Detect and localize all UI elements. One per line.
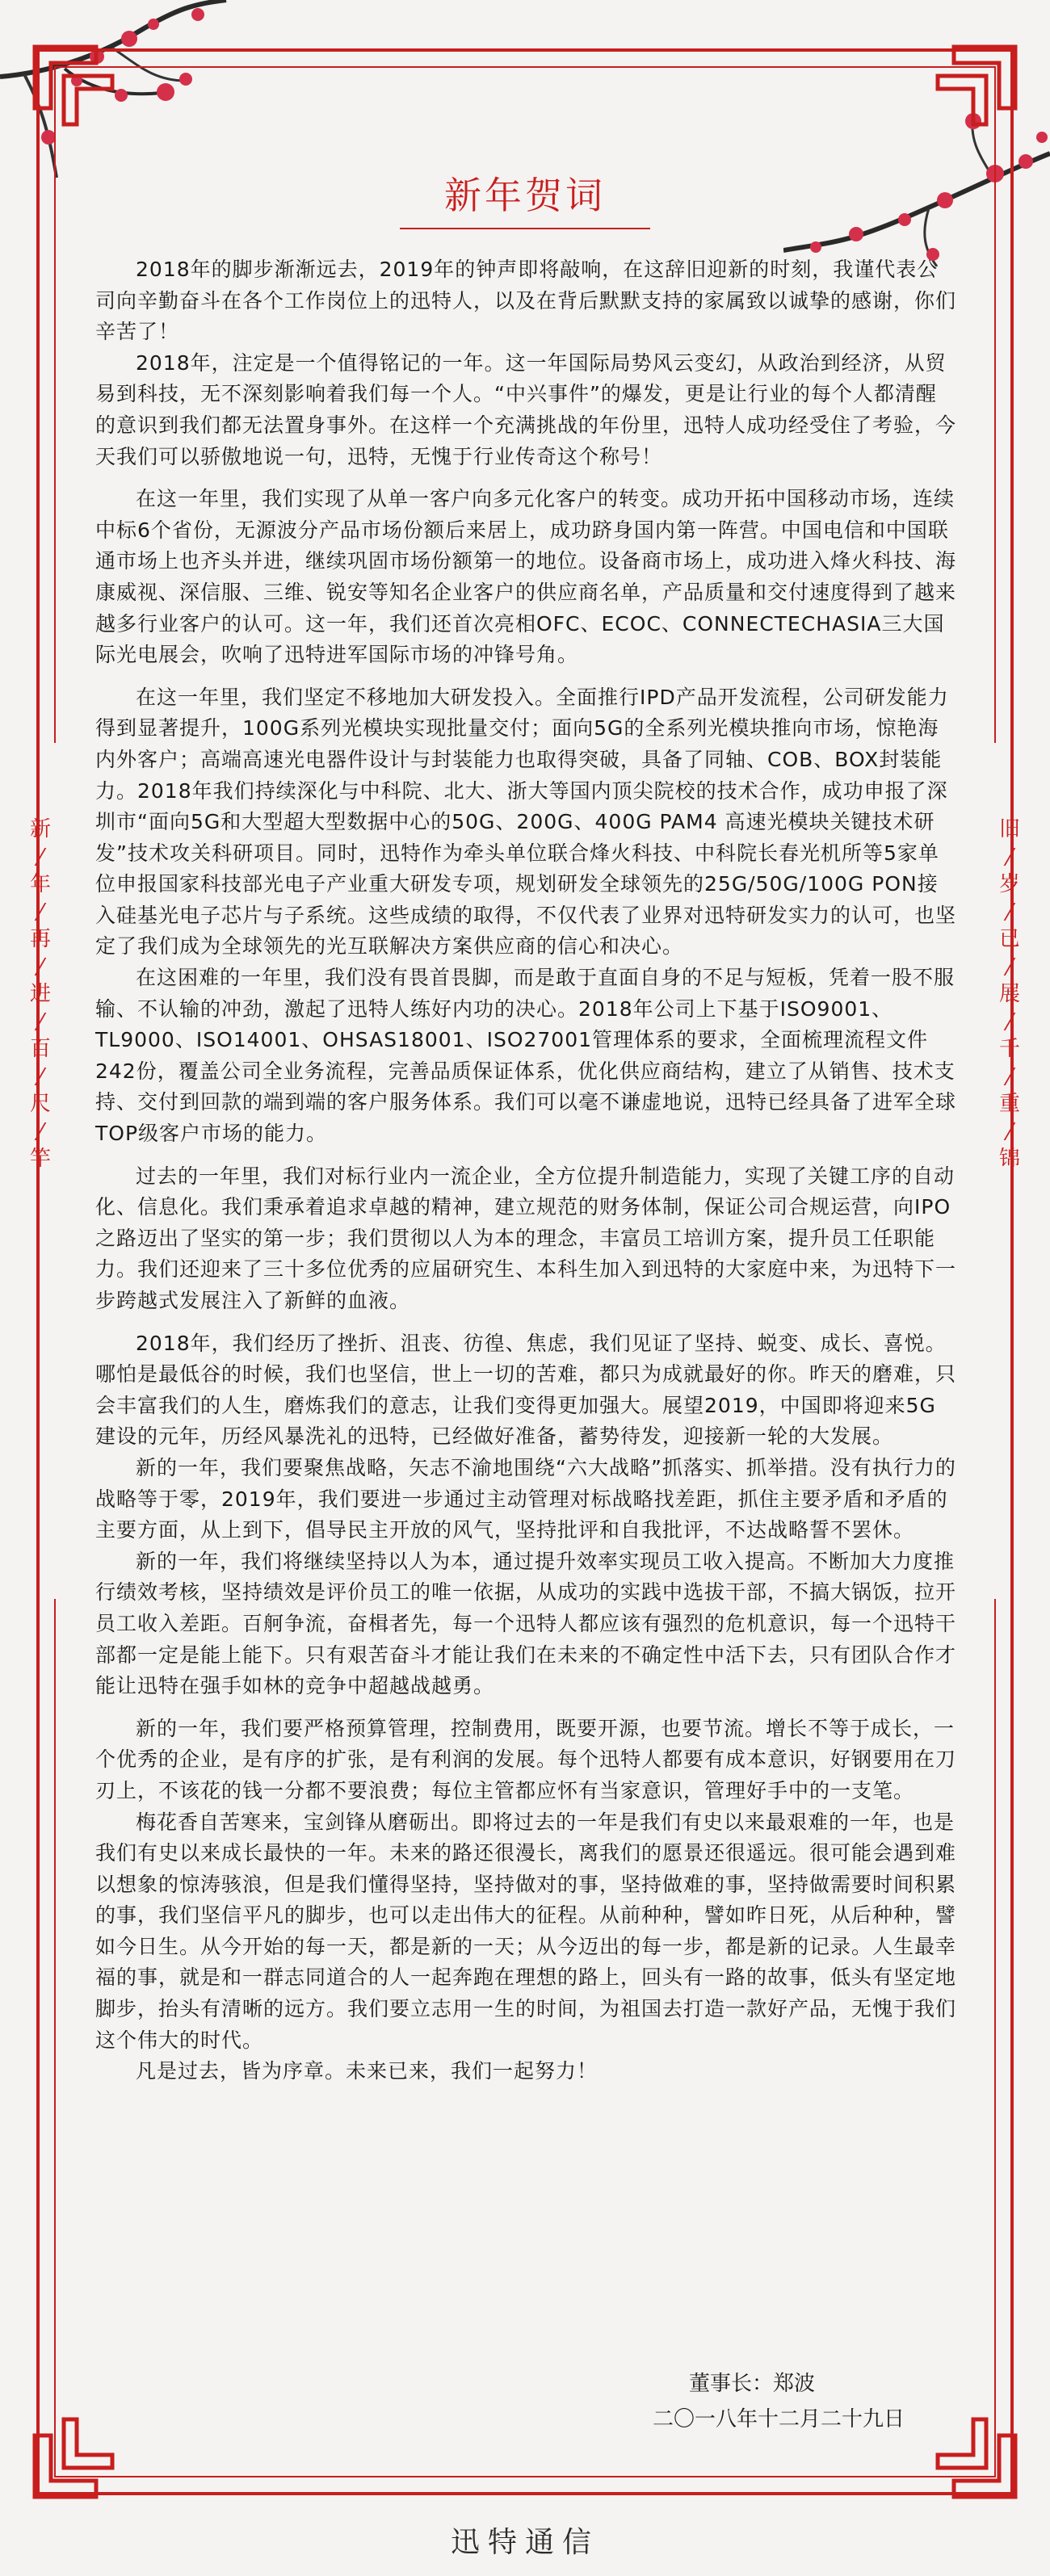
title-underline: [400, 228, 650, 229]
couplet-char-left: 再: [29, 927, 51, 951]
couplet-char-left: 竿: [29, 1147, 51, 1171]
couplet-char-right: 已: [998, 927, 1020, 951]
paragraph: 2018年的脚步渐渐远去，2019年的钟声即将敲响，在这辞旧迎新的时刻，我谨代表公司向辛勤奋斗在各个工作岗位上的迅特人，以及在背后默默支持的家属致以诚挚的感谢，你们辛苦了！: [95, 258, 957, 344]
couplet-separator: [35, 1013, 47, 1030]
signature-block: [653, 2366, 905, 2437]
couplet-char-left: 尺: [29, 1092, 51, 1116]
couplet-left: [24, 816, 57, 1173]
couplet-separator: [35, 848, 47, 866]
couplet-char-right: 锦: [998, 1147, 1020, 1171]
couplet-char-right: 千: [998, 1037, 1020, 1061]
paragraph: 新的一年，我们将继续坚持以人为本，通过提升效率实现员工收入提高。不断加大力度推行绩效考核，坚持绩效是评价员工的唯一依据，从成功的实践中选拔干部，不搞大锅饭，拉开员工收入差距。百舸争流，奋楫者先，每一个迅特人都应该有强烈的危机意识，每一个迅特干部都一定是能上能下。只有艰苦奋斗才能让我们在未来的不确定性中活下去，只有团队合作才能让迅特在强手如林的竞争中超越战越勇。: [95, 1549, 957, 1698]
corner-ornament-top-right: [922, 44, 1018, 141]
corner-ornament-bottom-left: [32, 2403, 128, 2500]
paragraph: 2018年，我们经历了挫折、沮丧、彷徨、焦虑，我们见证了坚持、蜕变、成长、喜悦。哪怕是最低谷的时候，我们也坚信，世上一切的苦难，都只为成就最好的你。昨天的磨难，只会丰富我们的人生，磨炼我们的意志，让我们变得更加强大。展望2019，中国即将迎来5G建设的元年，历经风暴洗礼的迅特，已经做好准备，蓄势待发，迎接新一轮的大发展。: [95, 1331, 957, 1449]
corner-ornament-bottom-right: [922, 2403, 1018, 2500]
couplet-char-right: 重: [998, 1092, 1020, 1116]
couplet-char-right: 展: [998, 982, 1020, 1006]
couplet-char-left: 新: [29, 817, 51, 841]
paragraph: 新的一年，我们要聚焦战略，矢志不渝地围绕“六大战略”抓落实、抓举措。没有执行力的战略等于零，2019年，我们要进一步通过主动管理对标战略找差距，抓住主要矛盾和矛盾的主要方面，从上到下，倡导民主开放的风气，坚持批评和自我批评，不达战略誓不罢休。: [95, 1455, 956, 1542]
couplet-separator: [35, 1068, 47, 1085]
paragraph: 在这困难的一年里，我们没有畏首畏脚，而是敢于直面自身的不足与短板，凭着一股不服输、不认输的冲劲，激起了迅特人练好内功的决心。2018年公司上下基于ISO9001、TL9000、ISO14001、OHSAS18001、ISO27001管理体系的要求，全面梳理流程文件242份，覆盖公司全业务流程，完善品质保证体系，优化供应商结构，建立了从销售、技术支持、交付到回款的端到端的客户服务体系。我们可以毫不谦虚地说，迅特已经具备了进军全球TOP级客户市场的能力。: [95, 966, 957, 1146]
letter-body: [95, 254, 956, 2087]
couplet-char-left: 年: [29, 872, 51, 896]
page-title: 新年贺词: [444, 174, 606, 217]
couplet-separator: [35, 1122, 47, 1140]
corner-ornament-top-left: [32, 44, 128, 141]
couplet-char-right: 岁: [998, 872, 1020, 896]
signer: 董事长：郑波: [688, 2372, 815, 2396]
paragraph: 在这一年里，我们坚定不移地加大研发投入。全面推行IPD产品开发流程，公司研发能力得到显著提升，100G系列光模块实现批量交付；面向5G的全系列光模块推向市场，惊艳海内外客户；高端高速光电器件设计与封装能力也取得突破，具备了同轴、COB、BOX封装能力。2018年我们持续深化与中科院、北大、浙大等国内顶尖院校的技术合作，成功申报了深圳市“面向5G和大型超大型数据中心的50G、200G、400G PAM4 高速光模块关键技术研发”技术攻关科研项目。同时，迅特作为牵头单位联合烽火科技、中科院长春光机所等5家单位申报国家科技部光电子产业重大研发专项，规划研发全球领先的25G/50G/100G PON接入硅基光电子芯片与子系统。这些成绩的取得，不仅代表了业界对迅特研发实力的认可，也坚定了我们成为全球领先的光互联解决方案供应商的信心和决心。: [95, 685, 957, 959]
signature-date: 二〇一八年十二月二十九日: [652, 2407, 905, 2431]
couplet-separator: [1004, 1122, 1016, 1140]
couplet-separator: [35, 958, 47, 975]
paragraph: 凡是过去，皆为序章。未来已来，我们一起努力！: [136, 2059, 598, 2083]
paragraph: 新的一年，我们要严格预算管理，控制费用，既要开源，也要节流。增长不等于成长，一个优秀的企业，是有序的扩张，是有利润的发展。每个迅特人都要有成本意识，好钢要用在刀刃上，不该花的钱一分都不要浪费；每位主管都应怀有当家意识，管理好手中的一支笔。: [95, 1716, 957, 1802]
paragraph: 梅花香自苦寒来，宝剑锋从磨砺出。即将过去的一年是我们有史以来最艰难的一年，也是我们有史以来成长最快的一年。未来的路还很漫长，离我们的愿景还很遥远。很可能会遇到难以想象的惊涛骇浪，但是我们懂得坚持，坚持做对的事，坚持做难的事，坚持做需要时间积累的事，我们坚信平凡的脚步，也可以走出伟大的征程。从前种种，譬如昨日死，从后种种，譬如今日生。从今开始的每一天，都是新的一天；从今迈出的每一步，都是新的记录。人生最幸福的事，就是和一群志同道合的人一起奔跑在理想的路上，回头有一路的故事，低头有坚定地脚步，抬头有清晰的远方。我们要立志用一生的时间，为祖国去打造一款好产品，无愧于我们这个伟大的时代。: [95, 1810, 957, 2052]
couplet-char-left: 百: [29, 1037, 51, 1061]
couplet-char-left: 进: [29, 982, 51, 1006]
couplet-right: [993, 816, 1026, 1173]
paragraph: 在这一年里，我们实现了从单一客户向多元化客户的转变。成功开拓中国移动市场，连续中标6个省份，无源波分产品市场份额后来居上，成功跻身国内第一阵营。中国电信和中国联通市场上也齐头并进，继续巩固市场份额第一的地位。设备商市场上，成功进入烽火科技、海康威视、深信服、三维、锐安等知名企业客户的供应商名单，产品质量和交付速度得到了越来越多行业客户的认可。这一年，我们还首次亮相OFC、ECOC、CONNECTECHASIA三大国际光电展会，吹响了迅特进军国际市场的冲锋号角。: [95, 487, 957, 667]
couplet-separator: [35, 903, 47, 921]
paragraph: 过去的一年里，我们对标行业内一流企业，全方位提升制造能力，实现了关键工序的自动化、信息化。我们秉承着追求卓越的精神，建立规范的财务体制，保证公司合规运营，向IPO之路迈出了坚实的第一步；我们贯彻以人为本的理念，丰富员工培训方案，提升员工任职能力。我们还迎来了三十多位优秀的应届研究生、本科生加入到迅特的大家庭中来，为迅特下一步跨越式发展注入了新鲜的血液。: [95, 1164, 957, 1312]
couplet-separator: [1004, 958, 1016, 975]
couplet-separator: [1004, 903, 1016, 921]
couplet-separator: [1004, 848, 1016, 866]
company-brand: 迅特通信: [450, 2526, 599, 2559]
couplet-separator: [1004, 1068, 1016, 1085]
couplet-separator: [1004, 1013, 1016, 1030]
paragraph: 2018年，注定是一个值得铭记的一年。这一年国际局势风云变幻，从政治到经济，从贸易到科技，无不深刻影响着我们每一个人。“中兴事件”的爆发，更是让行业的每个人都清醒的意识到我们都无法置身事外。在这样一个充满挑战的年份里，迅特人成功经受住了考验，今天我们可以骄傲地说一句，迅特，无愧于行业传奇这个称号！: [95, 350, 957, 468]
couplet-char-right: 旧: [998, 817, 1020, 841]
